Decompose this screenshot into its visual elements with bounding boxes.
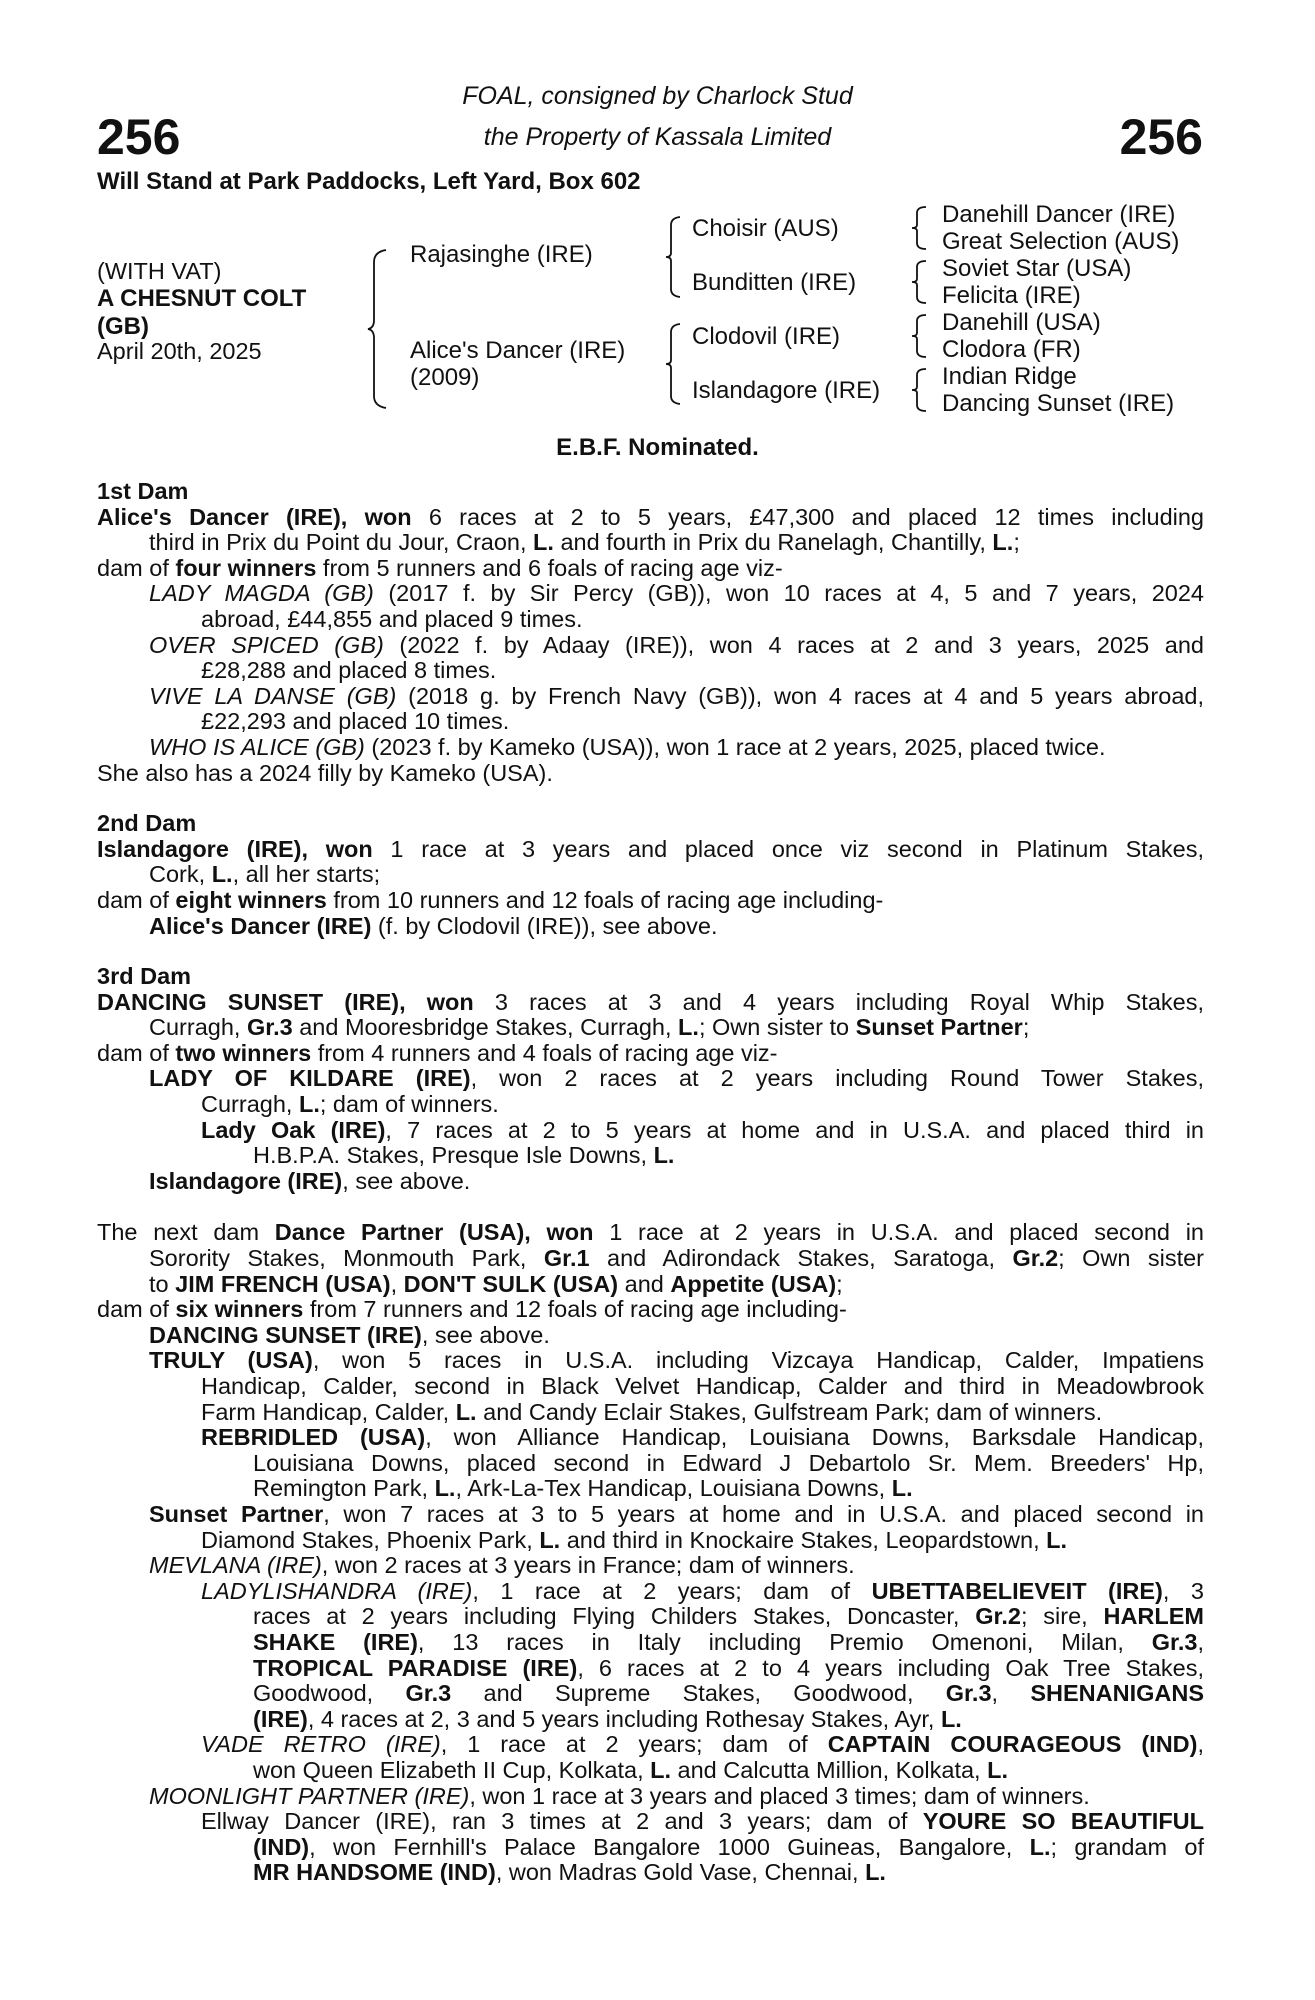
text-run: DANCING SUNSET (IRE): [149, 1321, 422, 1348]
text-run: L.: [987, 1756, 1009, 1783]
text-run: (2022 f. by Adaay (IRE)), won 4 races at 2 and 3 years, 2025 and: [383, 631, 1204, 658]
text-run: dam of: [97, 886, 176, 913]
text-line: abroad, £44,855 and placed 9 times.: [201, 605, 583, 632]
text-line: [149, 1528, 1204, 1554]
first-dam-line-1: [97, 505, 1204, 531]
text-run: SHENANIGANS: [1030, 1680, 1205, 1707]
spacer: [97, 1194, 1204, 1220]
text-run: Curragh,: [201, 1091, 299, 1118]
text-run: (IRE): [253, 1705, 308, 1732]
text-run: six winners: [175, 1296, 304, 1323]
text-line: [201, 1143, 1204, 1169]
offspring-lady-oak: [97, 1118, 1204, 1169]
text-run: third in Prix du Point du Jour, Craon,: [149, 529, 534, 556]
text-run: 3 races at 3 and 4 years including Royal Whip Stakes,: [473, 988, 1204, 1015]
text-line: [201, 1809, 1204, 1835]
text-run: Ellway Dancer (IRE), ran 3 times at 2 and 3 years; dam of: [201, 1808, 923, 1835]
text-run: L.: [678, 1014, 699, 1041]
text-run: L.: [1046, 1526, 1068, 1553]
text-run: Sunset Partner: [149, 1500, 324, 1527]
text-line: [149, 684, 1204, 710]
offspring-mevlana: [97, 1553, 1204, 1579]
text-run: HARLEM: [1103, 1603, 1205, 1630]
text-run: LADY OF KILDARE (IRE): [149, 1065, 471, 1092]
text-run: (f. by Clodovil (IRE)), see above.: [371, 912, 718, 939]
pedigree-sss: Danehill Dancer (IRE): [942, 201, 1176, 228]
text-run: Gr.3: [246, 1014, 293, 1041]
text-run: L.: [653, 1142, 675, 1169]
text-run: , see above.: [342, 1167, 471, 1194]
text-run: and Adirondack Stakes, Saratoga,: [589, 1245, 1013, 1272]
text-run: , 6 races at 2 to 4 years including Oak Tree Stakes,: [577, 1654, 1204, 1681]
text-line: [97, 1297, 1204, 1323]
text-run: The next dam: [97, 1219, 275, 1246]
first-dam-also: She also has a 2024 filly by Kameko (USA).: [97, 759, 553, 786]
spacer: [97, 786, 1204, 811]
second-dam-section: [97, 811, 1204, 939]
text-run: , see above.: [421, 1321, 550, 1348]
text-run: dam of: [97, 1039, 176, 1066]
text-run: from 5 runners and 6 foals of racing age viz-: [316, 554, 783, 581]
text-run: Islandagore (IRE), won: [97, 835, 373, 862]
text-run: MR HANDSOME (IND): [253, 1859, 496, 1886]
text-line: [97, 837, 1204, 863]
text-line: [149, 1400, 1204, 1426]
text-run: SHAKE (IRE): [253, 1628, 418, 1655]
offspring-lady-of-kildare: [97, 1066, 1204, 1117]
lot-number-left: 256: [97, 109, 181, 165]
third-dam-heading: 3rd Dam: [97, 963, 192, 990]
pedigree-sire: Rajasinghe (IRE): [410, 241, 593, 268]
text-run: VADE RETRO (IRE): [201, 1731, 441, 1758]
offspring-ladylishandra: [97, 1579, 1204, 1733]
text-run: dam of: [97, 1296, 176, 1323]
first-dam-section: [97, 479, 1204, 786]
text-run: ,: [390, 1270, 404, 1297]
text-run: TROPICAL PARADISE (IRE): [253, 1654, 578, 1681]
pedigree-brace-ds: [910, 313, 928, 359]
text-run: L.: [992, 529, 1014, 556]
consignor-line-1: FOAL, consigned by Charlock Stud: [462, 82, 853, 110]
text-line: [149, 1348, 1204, 1374]
text-run: Lady Oak (IRE): [201, 1116, 386, 1143]
text-run: ; Own sister: [1058, 1245, 1204, 1272]
first-dam-heading: 1st Dam: [97, 478, 189, 504]
first-dam-produce-summary: [97, 556, 1204, 582]
text-run: , 1 race at 2 years; dam of: [472, 1577, 872, 1604]
horse-dob: April 20th, 2025: [97, 338, 262, 364]
text-run: , 3: [1162, 1577, 1204, 1604]
text-run: ;: [1013, 529, 1020, 556]
text-run: 1 race at 2 years in U.S.A. and placed second in: [593, 1219, 1204, 1246]
text-run: Gr.2: [1012, 1245, 1059, 1272]
pedigree-brace-ss: [910, 205, 928, 251]
pedigree-dam: Alice's Dancer (IRE): [410, 337, 626, 364]
pedigree-ddd: Dancing Sunset (IRE): [942, 390, 1175, 417]
text-run: two winners: [175, 1039, 312, 1066]
text-run: from 4 runners and 4 foals of racing age viz-: [311, 1039, 778, 1066]
text-line: [201, 1681, 1204, 1707]
text-run: , won 5 races in U.S.A. including Vizcaya Handicap, Calder, Impatiens: [312, 1347, 1204, 1374]
text-run: 6 races at 2 to 5 years, £47,300 and placed 12 times including: [411, 503, 1204, 530]
text-run: Dance Partner (USA), won: [274, 1219, 594, 1246]
text-line: [149, 1066, 1204, 1092]
text-run: ,: [1197, 1731, 1204, 1758]
text-run: and Mooresbridge Stakes, Curragh,: [292, 1014, 679, 1041]
text-run: Gr.1: [543, 1245, 590, 1272]
text-line: [97, 914, 1204, 940]
pedigree-dds: Indian Ridge: [942, 363, 1077, 390]
text-line: [97, 862, 1204, 888]
first-dam-name: Alice's Dancer (IRE), won: [97, 503, 412, 530]
text-run: , won Alliance Handicap, Louisiana Downs, Barksdale Handicap,: [425, 1424, 1204, 1451]
text-run: Sunset Partner: [855, 1014, 1023, 1041]
text-line: [201, 1707, 1204, 1733]
text-line: [149, 581, 1204, 607]
text-run: from 7 runners and 12 foals of racing age including-: [303, 1296, 847, 1323]
text-run: L.: [211, 861, 233, 888]
text-run: , 13 races in Italy including Premio Omenoni, Milan,: [417, 1628, 1152, 1655]
text-run: , 7 races at 2 to 5 years at home and in U.S.A. and placed third in: [385, 1116, 1204, 1143]
text-run: Remington Park,: [253, 1475, 435, 1502]
text-run: Curragh,: [149, 1014, 247, 1041]
text-run: and Candy Eclair Stakes, Gulfstream Park; dam of winners.: [476, 1398, 1103, 1425]
text-run: Gr.3: [1151, 1628, 1198, 1655]
text-run: L.: [298, 1091, 320, 1118]
text-run: L.: [434, 1475, 456, 1502]
pedigree-sds: Soviet Star (USA): [942, 255, 1132, 282]
spacer: [97, 939, 1204, 964]
text-run: , won 2 races at 2 years including Round Tower Stakes,: [470, 1065, 1204, 1092]
text-run: Gr.3: [405, 1680, 452, 1707]
pedigree-sire-dam: Bunditten (IRE): [692, 269, 857, 296]
text-run: DON'T SULK (USA): [403, 1270, 619, 1297]
text-line: £28,288 and placed 8 times.: [201, 657, 497, 684]
pedigree-brace-sd: [910, 259, 928, 305]
text-line: [201, 1118, 1204, 1144]
text-run: eight winners: [175, 886, 327, 913]
vat-note: (WITH VAT): [97, 258, 222, 284]
text-run: L.: [650, 1756, 672, 1783]
text-line: Louisiana Downs, placed second in Edward J Debartolo Sr. Mem. Breeders' Hp,: [253, 1449, 1204, 1476]
text-run: VIVE LA DANSE (GB): [149, 682, 397, 709]
text-run: ; grandam of: [1050, 1833, 1204, 1860]
text-run: Appetite (USA): [670, 1270, 837, 1297]
text-line: [149, 1092, 1204, 1118]
text-run: , won 2 races at 3 years in France; dam of winners.: [321, 1552, 855, 1579]
text-run: and fourth in Prix du Ranelagh, Chantilly,: [553, 529, 993, 556]
text-line: [201, 1758, 1204, 1784]
text-line: [201, 1656, 1204, 1682]
text-run: YOURE SO BEAUTIFUL: [922, 1808, 1205, 1835]
text-run: DANCING SUNSET (IRE), won: [97, 988, 474, 1015]
consignor-line-2: the Property of Kassala Limited: [483, 123, 832, 151]
third-dam-section: [97, 964, 1204, 1194]
text-run: ; sire,: [1020, 1603, 1104, 1630]
text-run: (2017 f. by Sir Percy (GB)), won 10 races at 4, 5 and 7 years, 2024: [373, 580, 1204, 607]
pedigree-dsd: Clodora (FR): [942, 336, 1081, 363]
text-line: [97, 888, 1204, 914]
text-run: from 10 runners and 12 foals of racing age including-: [326, 886, 884, 913]
text-run: (2018 g. by French Navy (GB)), won 4 races at 4 and 5 years abroad,: [396, 682, 1204, 709]
text-run: and third in Knockaire Stakes, Leopardstown,: [560, 1526, 1047, 1553]
next-dam-section: [97, 1220, 1204, 1885]
text-line: [201, 1835, 1204, 1861]
text-run: Farm Handicap, Calder,: [201, 1398, 456, 1425]
text-line: [97, 1169, 1204, 1195]
text-run: Islandagore (IRE): [149, 1167, 343, 1194]
text-run: dam of: [97, 554, 176, 581]
pedigree-brace-sire: [664, 215, 682, 299]
ebf-nomination: E.B.F. Nominated.: [556, 434, 759, 461]
text-run: ; Own sister to: [698, 1014, 856, 1041]
pedigree-brace-main: [366, 248, 388, 410]
offspring-who-is-alice: [97, 735, 1204, 761]
catalogue-body: [97, 479, 1204, 1886]
text-line: [201, 1579, 1204, 1605]
text-run: TRULY (USA): [149, 1347, 313, 1374]
text-run: four winners: [175, 554, 317, 581]
pedigree-dam-dam: Islandagore (IRE): [692, 377, 881, 404]
text-run: races at 2 years including Flying Childers Stakes, Doncaster,: [253, 1603, 976, 1630]
text-run: L.: [539, 1526, 561, 1553]
text-run: Goodwood,: [253, 1680, 406, 1707]
text-run: , Ark-La-Tex Handicap, Louisiana Downs,: [455, 1475, 892, 1502]
offspring-over-spiced: [97, 633, 1204, 684]
text-run: Cork,: [149, 861, 212, 888]
offspring-moonlight-partner: [97, 1784, 1204, 1810]
text-run: JIM FRENCH (USA): [175, 1270, 391, 1297]
text-run: WHO IS ALICE (GB): [149, 733, 365, 760]
text-run: (2023 f. by Kameko (USA)), won 1 race at 2 years, 2025, placed twice.: [364, 733, 1106, 760]
text-run: LADYLISHANDRA (IRE): [201, 1577, 473, 1604]
pedigree-dss: Danehill (USA): [942, 309, 1101, 336]
offspring-sunset-partner: [97, 1502, 1204, 1553]
text-run: Sorority Stakes, Monmouth Park,: [149, 1245, 544, 1272]
pedigree-brace-dam: [664, 322, 682, 406]
text-run: , all her starts;: [232, 861, 381, 888]
text-run: LADY MAGDA (GB): [149, 580, 374, 607]
offspring-rebridled: [97, 1425, 1204, 1502]
text-line: [97, 990, 1204, 1016]
text-line: [149, 1502, 1204, 1528]
text-run: L.: [455, 1398, 477, 1425]
text-run: REBRIDLED (USA): [201, 1424, 426, 1451]
text-run: , 1 race at 2 years; dam of: [440, 1731, 828, 1758]
text-run: UBETTABELIEVEIT (IRE): [871, 1577, 1163, 1604]
text-run: L.: [533, 529, 554, 556]
text-run: Alice's Dancer (IRE): [149, 912, 372, 939]
text-line: [97, 1323, 1204, 1349]
text-line: [97, 1220, 1204, 1246]
text-line: [149, 633, 1204, 659]
text-run: L.: [891, 1475, 913, 1502]
text-line: [201, 1860, 1204, 1886]
text-run: L.: [865, 1859, 886, 1886]
text-run: , won 1 race at 3 years and placed 3 times; dam of winners.: [469, 1782, 1090, 1809]
horse-name-line-2: (GB): [97, 313, 149, 340]
text-run: and Supreme Stakes, Goodwood,: [451, 1680, 946, 1707]
text-run: to: [149, 1270, 176, 1297]
text-run: CAPTAIN COURAGEOUS (IND): [827, 1731, 1198, 1758]
second-dam-heading: 2nd Dam: [97, 810, 197, 837]
offspring-vive-la-danse: [97, 684, 1204, 735]
offspring-ellway-dancer: [97, 1809, 1204, 1886]
text-line: [97, 1272, 1204, 1298]
text-line: [201, 1604, 1204, 1630]
text-run: L.: [940, 1705, 962, 1732]
text-line: £22,293 and placed 10 times.: [201, 708, 510, 735]
text-run: , won Fernhill's Palace Bangalore 1000 Guineas, Bangalore,: [309, 1833, 1030, 1860]
text-run: and: [618, 1270, 671, 1297]
text-run: MOONLIGHT PARTNER (IRE): [149, 1782, 470, 1809]
pedigree-brace-dd: [910, 367, 928, 413]
text-run: won Queen Elizabeth II Cup, Kolkata,: [253, 1756, 651, 1783]
text-run: MEVLANA (IRE): [149, 1552, 322, 1579]
lot-number-right: 256: [1119, 109, 1203, 165]
text-run: 1 race at 3 years and placed once viz second in Platinum Stakes,: [372, 835, 1204, 862]
text-run: ;: [836, 1270, 843, 1297]
text-run: , 4 races at 2, 3 and 5 years including Rothesay Stakes, Ayr,: [307, 1705, 941, 1732]
text-line: [97, 1015, 1204, 1041]
text-line: [97, 1246, 1204, 1272]
horse-name-line-1: A CHESNUT COLT: [97, 285, 307, 312]
text-line: [201, 1630, 1204, 1656]
pedigree-sdd: Felicita (IRE): [942, 282, 1081, 309]
text-line: [201, 1476, 1204, 1502]
pedigree-dam-sire: Clodovil (IRE): [692, 323, 841, 350]
text-run: ,: [1197, 1628, 1204, 1655]
text-run: OVER SPICED (GB): [149, 631, 384, 658]
text-run: L.: [1029, 1833, 1051, 1860]
text-run: Gr.2: [975, 1603, 1021, 1630]
text-run: H.B.P.A. Stakes, Presque Isle Downs,: [253, 1142, 654, 1169]
text-line: [201, 1732, 1204, 1758]
text-line: [201, 1425, 1204, 1451]
stand-location: Will Stand at Park Paddocks, Left Yard, Box 602: [97, 168, 641, 195]
text-run: , won 7 races at 3 to 5 years at home and in U.S.A. and placed second in: [323, 1500, 1204, 1527]
text-run: , won Madras Gold Vase, Chennai,: [495, 1859, 866, 1886]
text-run: ,: [991, 1680, 1031, 1707]
text-line: Handicap, Calder, second in Black Velvet Handicap, Calder and third in Meadowbrook: [201, 1373, 1204, 1399]
pedigree-ssd: Great Selection (AUS): [942, 228, 1180, 255]
offspring-truly: [97, 1348, 1204, 1425]
pedigree-dam-year: (2009): [410, 364, 480, 391]
text-run: Diamond Stakes, Phoenix Park,: [201, 1526, 540, 1553]
offspring-vade-retro: [97, 1732, 1204, 1783]
text-run: Gr.3: [945, 1680, 992, 1707]
text-line: [97, 1041, 1204, 1067]
text-run: ;: [1022, 1014, 1030, 1041]
first-dam-line-2: [97, 530, 1204, 556]
text-run: ; dam of winners.: [319, 1091, 499, 1118]
offspring-lady-magda: [97, 581, 1204, 632]
text-run: and Calcutta Million, Kolkata,: [671, 1756, 988, 1783]
pedigree-sire-sire: Choisir (AUS): [692, 215, 839, 242]
text-run: (IND): [253, 1833, 310, 1860]
